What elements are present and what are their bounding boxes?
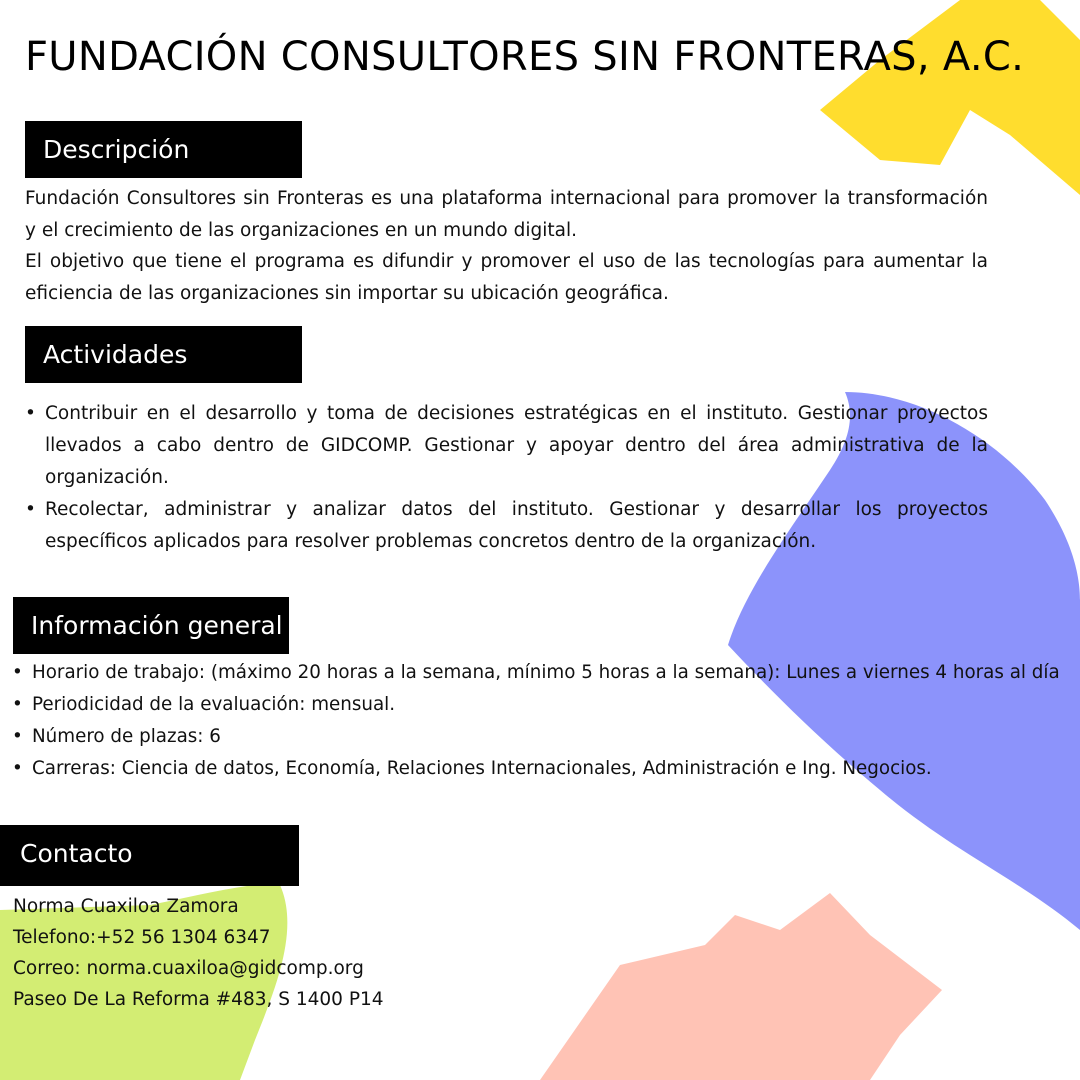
list-item: • Contribuir en el desarrollo y toma de decisiones estratégicas en el instituto. Gestionar proyectos llevados a cabo dentro de GIDCOMP. Gestionar y apoyar dentro del área administrativa de la organización.: [25, 398, 988, 494]
informacion-general-list: [12, 657, 1076, 785]
list-item: • Recolectar, administrar y analizar datos del instituto. Gestionar y desarrollar los proyectos específicos aplicados para resolver problemas concretos dentro de la organización.: [25, 494, 988, 558]
contacto-heading: Contacto: [0, 825, 299, 886]
informacion-general-heading: Información general: [13, 597, 289, 654]
descripcion-paragraph-1: Fundación Consultores sin Fronteras es una plataforma internacional para promover la transformación y el crecimiento de las organizaciones en un mundo digital.: [25, 188, 988, 241]
contact-phone: Telefono:+52 56 1304 6347: [13, 927, 271, 948]
descripcion-heading: Descripción: [25, 121, 302, 178]
contact-name: Norma Cuaxiloa Zamora: [13, 896, 239, 917]
list-item: • Carreras: Ciencia de datos, Economía, Relaciones Internacionales, Administración e Ing. Negocios.: [12, 753, 1076, 785]
actividades-list: [25, 398, 988, 558]
list-item: • Número de plazas: 6: [12, 721, 1076, 753]
actividades-heading: Actividades: [25, 326, 302, 383]
contact-email: Correo: norma.cuaxiloa@gidcomp.org: [13, 958, 364, 979]
page-title: FUNDACIÓN CONSULTORES SIN FRONTERAS, A.C.: [25, 34, 1025, 80]
descripcion-paragraph-2: El objetivo que tiene el programa es difundir y promover el uso de las tecnologías para aumentar la eficiencia de las organizaciones sin importar su ubicación geográfica.: [25, 251, 988, 304]
list-item: • Periodicidad de la evaluación: mensual.: [12, 689, 1076, 721]
list-item: • Horario de trabajo: (máximo 20 horas a la semana, mínimo 5 horas a la semana): Lunes a viernes 4 horas al día: [12, 657, 1076, 689]
contact-address: Paseo De La Reforma #483, S 1400 P14: [13, 989, 384, 1010]
